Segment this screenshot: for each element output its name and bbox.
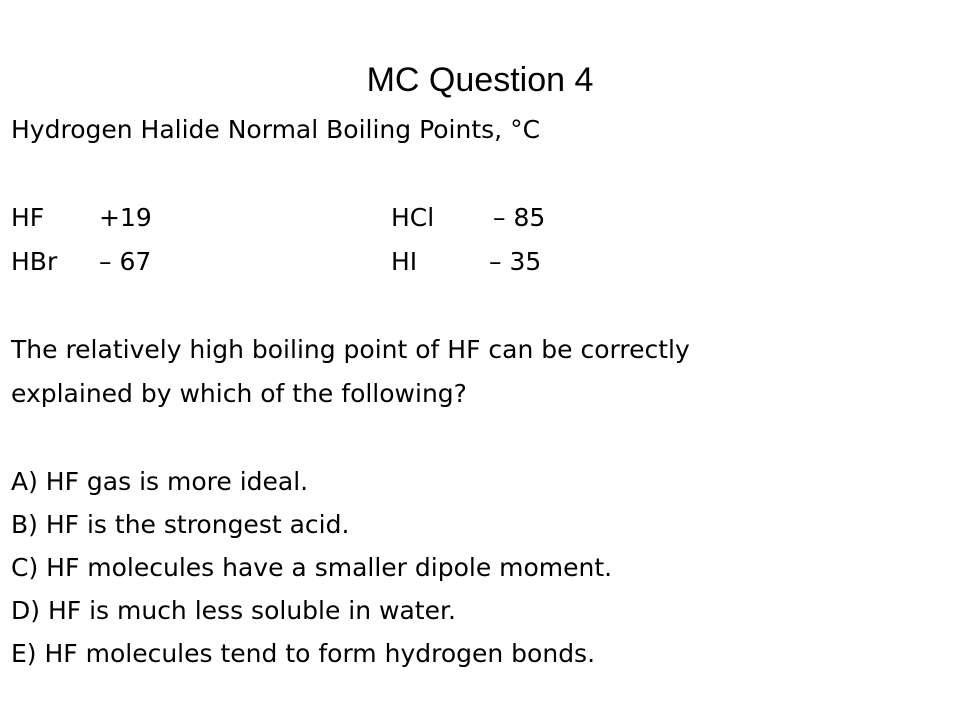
answer-option-b: B) HF is the strongest acid. xyxy=(11,510,350,539)
spacer xyxy=(11,284,941,328)
compound-name: HBr xyxy=(11,247,58,276)
slide-title: MC Question 4 xyxy=(366,61,594,99)
boiling-point-row xyxy=(11,196,941,240)
compound-name: HF xyxy=(11,203,45,232)
spacer xyxy=(11,416,941,460)
answer-option-a: A) HF gas is more ideal. xyxy=(11,467,309,496)
answer-option-d: D) HF is much less soluble in water. xyxy=(11,596,456,625)
answer-option-c: C) HF molecules have a smaller dipole moment. xyxy=(11,553,613,582)
compound-name: HCl xyxy=(391,203,435,232)
boiling-point-row xyxy=(11,240,941,284)
boiling-point-value: +19 xyxy=(99,203,152,232)
boiling-point-value: – 67 xyxy=(99,247,152,276)
compound-name: HI xyxy=(391,247,418,276)
boiling-point-value: – 85 xyxy=(493,203,546,232)
answer-option-e: E) HF molecules tend to form hydrogen bonds. xyxy=(11,639,596,668)
question-text: The relatively high boiling point of HF can be correctly xyxy=(11,335,690,364)
slide-body xyxy=(11,108,941,675)
boiling-point-value: – 35 xyxy=(489,247,542,276)
question-text: explained by which of the following? xyxy=(11,379,467,408)
table-caption: Hydrogen Halide Normal Boiling Points, °C xyxy=(11,115,541,144)
spacer xyxy=(11,152,941,196)
